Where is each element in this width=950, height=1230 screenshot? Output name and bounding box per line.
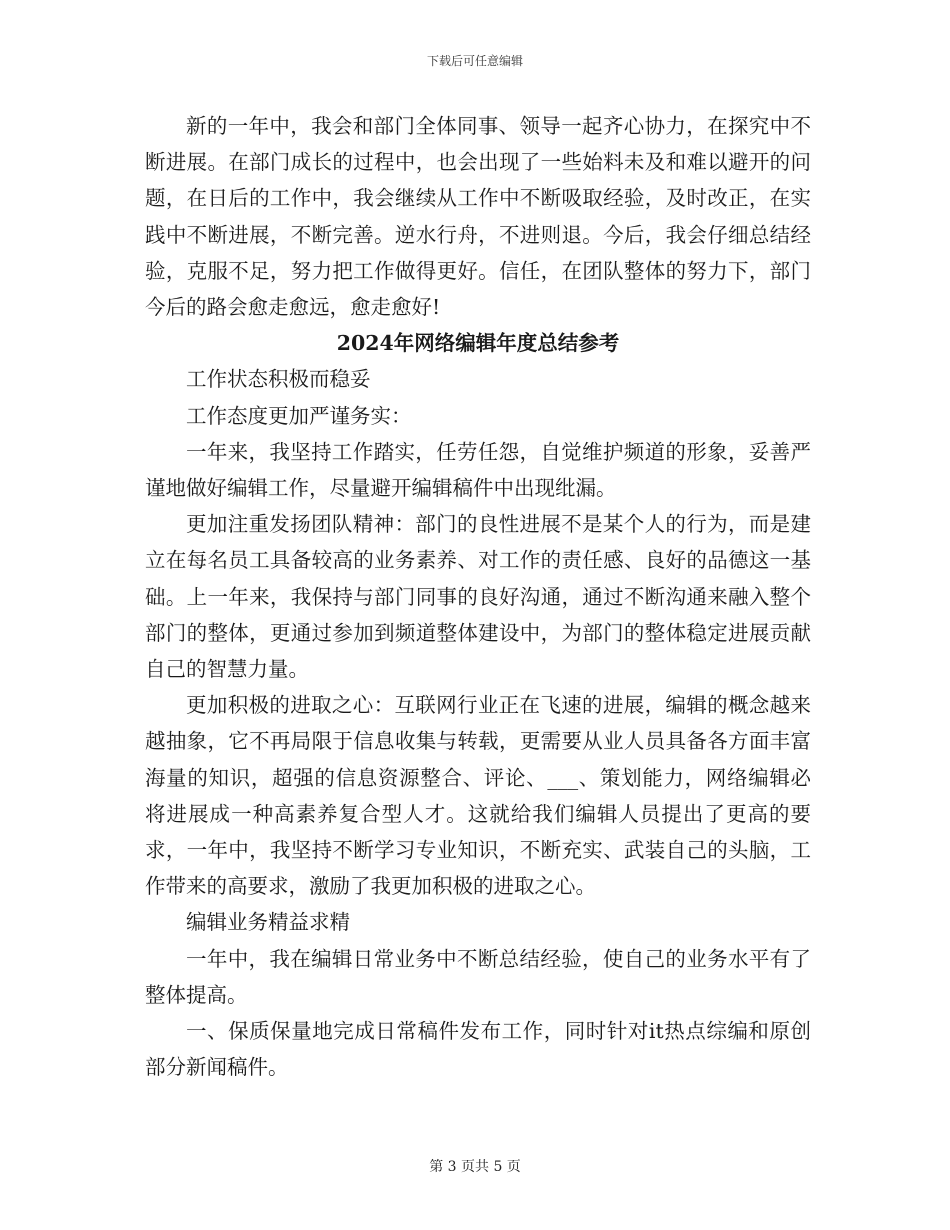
paragraph-section-heading-editing: 编辑业务精益求精 [186,910,350,935]
paragraph-teamwork: 更加注重发扬团队精神：部门的良性进展不是某个人的行为，而是建立在每名员工具备较高的业务素养、对工作的责任感、良好的品德这一基础。上一年来，我保持与部门同事的良好沟通，通过不断沟通来融入整个部门的整体，更通过参加到频道整体建设中，为部门的整体稳定进展贡献自己的智慧力量。 [145,512,811,682]
paragraph-progress: 更加积极的进取之心：互联网行业正在飞速的进展，编辑的概念越来越抽象，它不再局限于信息收集与转载，更需要从业人员具备各方面丰富海量的知识，超强的信息资源整合、评论、___、策划能力，网络编辑必将进展成一种高素养复合型人才。这就给我们编辑人员提出了更高的要求，一年中，我坚持不断学习专业知识，不断充实、武装自己的头脑，工作带来的高要求，激励了我更加积极的进取之心。 [145,693,811,899]
paragraph-editing-summary: 一年中，我在编辑日常业务中不断总结经验，使自己的业务水平有了整体提高。 [145,946,811,1007]
paragraph-subheading-rigor: 工作态度更加严谨务实： [186,403,412,428]
paragraph-item-one: 一、保质保量地完成日常稿件发布工作，同时针对it热点综编和原创部分新闻稿件。 [145,1019,811,1080]
paragraph-section-heading-attitude: 工作状态积极而稳妥 [186,367,371,392]
page-header: 下载后可任意编辑 [426,54,523,68]
page-footer: 第 3 页共 5 页 [429,1159,521,1175]
document-body [145,108,811,1085]
paragraph-rigor-detail: 一年来，我坚持工作踏实，任劳任怨，自觉维护频道的形象，妥善严谨地做好编辑工作，尽量避开编辑稿件中出现纰漏。 [145,439,811,501]
document-title: 2024年网络编辑年度总结参考 [336,331,620,356]
paragraph-closing: 新的一年中，我会和部门全体同事、领导一起齐心协力，在探究中不断进展。在部门成长的过程中，也会出现了一些始料未及和难以避开的问题，在日后的工作中，我会继续从工作中不断吸取经验，及时改正，在实践中不断进展，不断完善。逆水行舟，不进则退。今后，我会仔细总结经验，克服不足，努力把工作做得更好。信任，在团队整体的努力下，部门今后的路会愈走愈远，愈走愈好! [145,114,811,320]
